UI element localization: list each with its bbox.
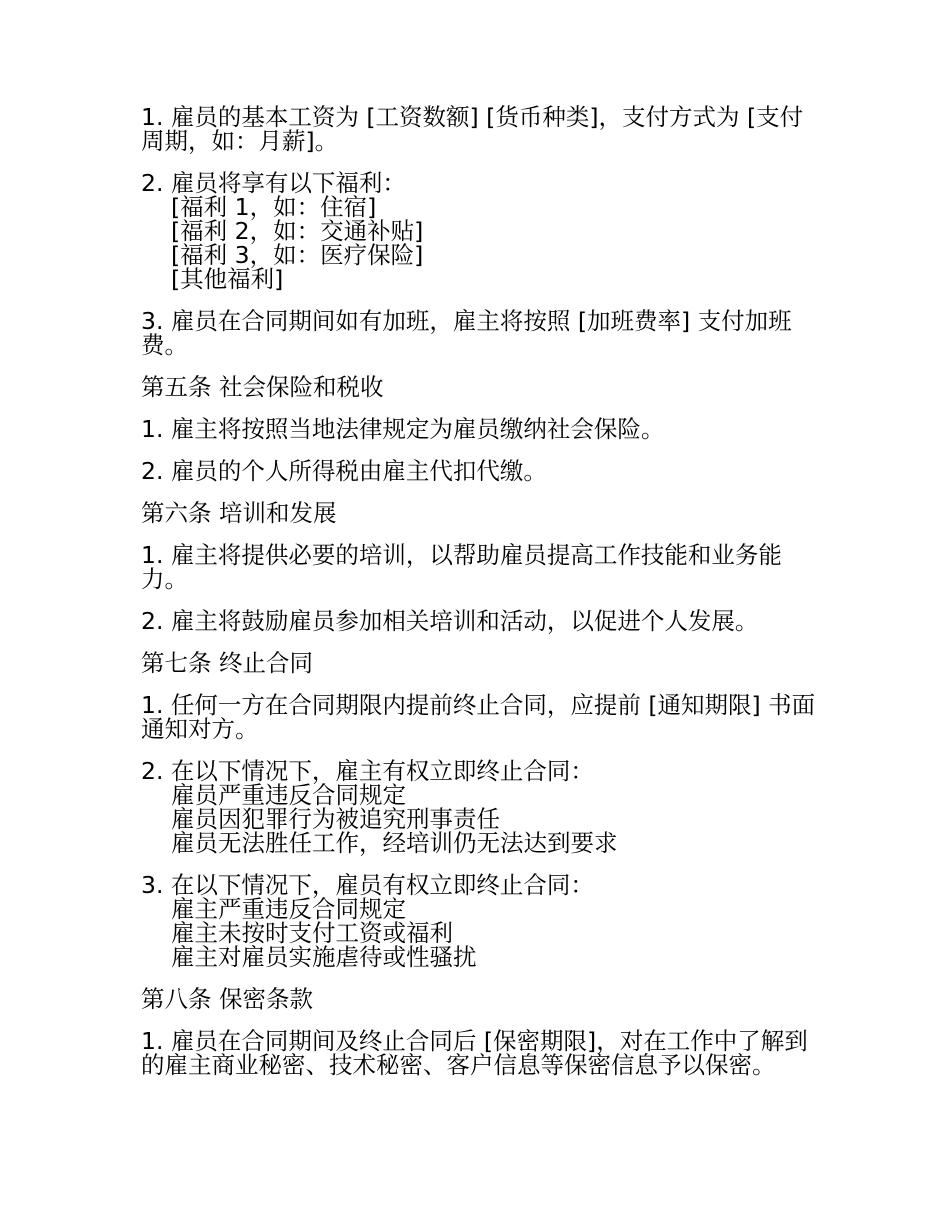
article4-clause-2 (141, 171, 821, 291)
article6-clause-2: 2. 雇主将鼓励雇员参加相关培训和活动，以促进个人发展。 (141, 607, 759, 635)
article5-clause-2: 2. 雇员的个人所得税由雇主代扣代缴。 (141, 457, 547, 485)
termination-reason-item: 雇员严重违反合同规定 (171, 781, 406, 809)
benefit-item: [其他福利] (171, 265, 284, 293)
article6-heading: 第六条 培训和发展 (141, 499, 337, 527)
benefit-item: [福利 1，如：住宿] (171, 193, 377, 221)
termination-reason-item: 雇员因犯罪行为被追究刑事责任 (171, 805, 500, 833)
termination-reason-item: 雇主严重违反合同规定 (171, 895, 406, 923)
article5-clause-1: 1. 雇主将按照当地法律规定为雇员缴纳社会保险。 (141, 415, 665, 443)
article4-clause-1: 1. 雇员的基本工资为 [工资数额] [货币种类]，支付方式为 [支付周期，如：月薪]。 (141, 103, 804, 155)
article4-clause-2-lead: 2. 雇员将享有以下福利： (141, 169, 406, 197)
article7-clause-2-lead: 2. 在以下情况下，雇主有权立即终止合同： (141, 757, 594, 785)
article7-clause-1: 1. 任何一方在合同期限内提前终止合同，应提前 [通知期限] 书面通知对方。 (141, 691, 816, 743)
article8-clause-1: 1. 雇员在合同期间及终止合同后 [保密期限]，对在工作中了解到的雇主商业秘密、技术秘密、客户信息等保密信息予以保密。 (141, 1027, 808, 1079)
article7-heading: 第七条 终止合同 (141, 649, 313, 677)
article8-heading: 第八条 保密条款 (141, 985, 313, 1013)
article5-heading: 第五条 社会保险和税收 (141, 373, 384, 401)
article6-clause-1: 1. 雇主将提供必要的培训，以帮助雇员提高工作技能和业务能力。 (141, 541, 782, 593)
article7-clause-3 (141, 873, 821, 969)
termination-reason-item: 雇主对雇员实施虐待或性骚扰 (171, 943, 477, 971)
article4-clause-3: 3. 雇员在合同期间如有加班，雇主将按照 [加班费率] 支付加班费。 (141, 307, 792, 359)
termination-reason-item: 雇员无法胜任工作，经培训仍无法达到要求 (171, 829, 618, 857)
article7-clause-3-lead: 3. 在以下情况下，雇员有权立即终止合同： (141, 871, 594, 899)
termination-reason-item: 雇主未按时支付工资或福利 (171, 919, 453, 947)
benefit-item: [福利 2，如：交通补贴] (171, 217, 424, 245)
document-page (141, 105, 821, 1095)
benefit-item: [福利 3，如：医疗保险] (171, 241, 424, 269)
article7-clause-2 (141, 759, 821, 855)
